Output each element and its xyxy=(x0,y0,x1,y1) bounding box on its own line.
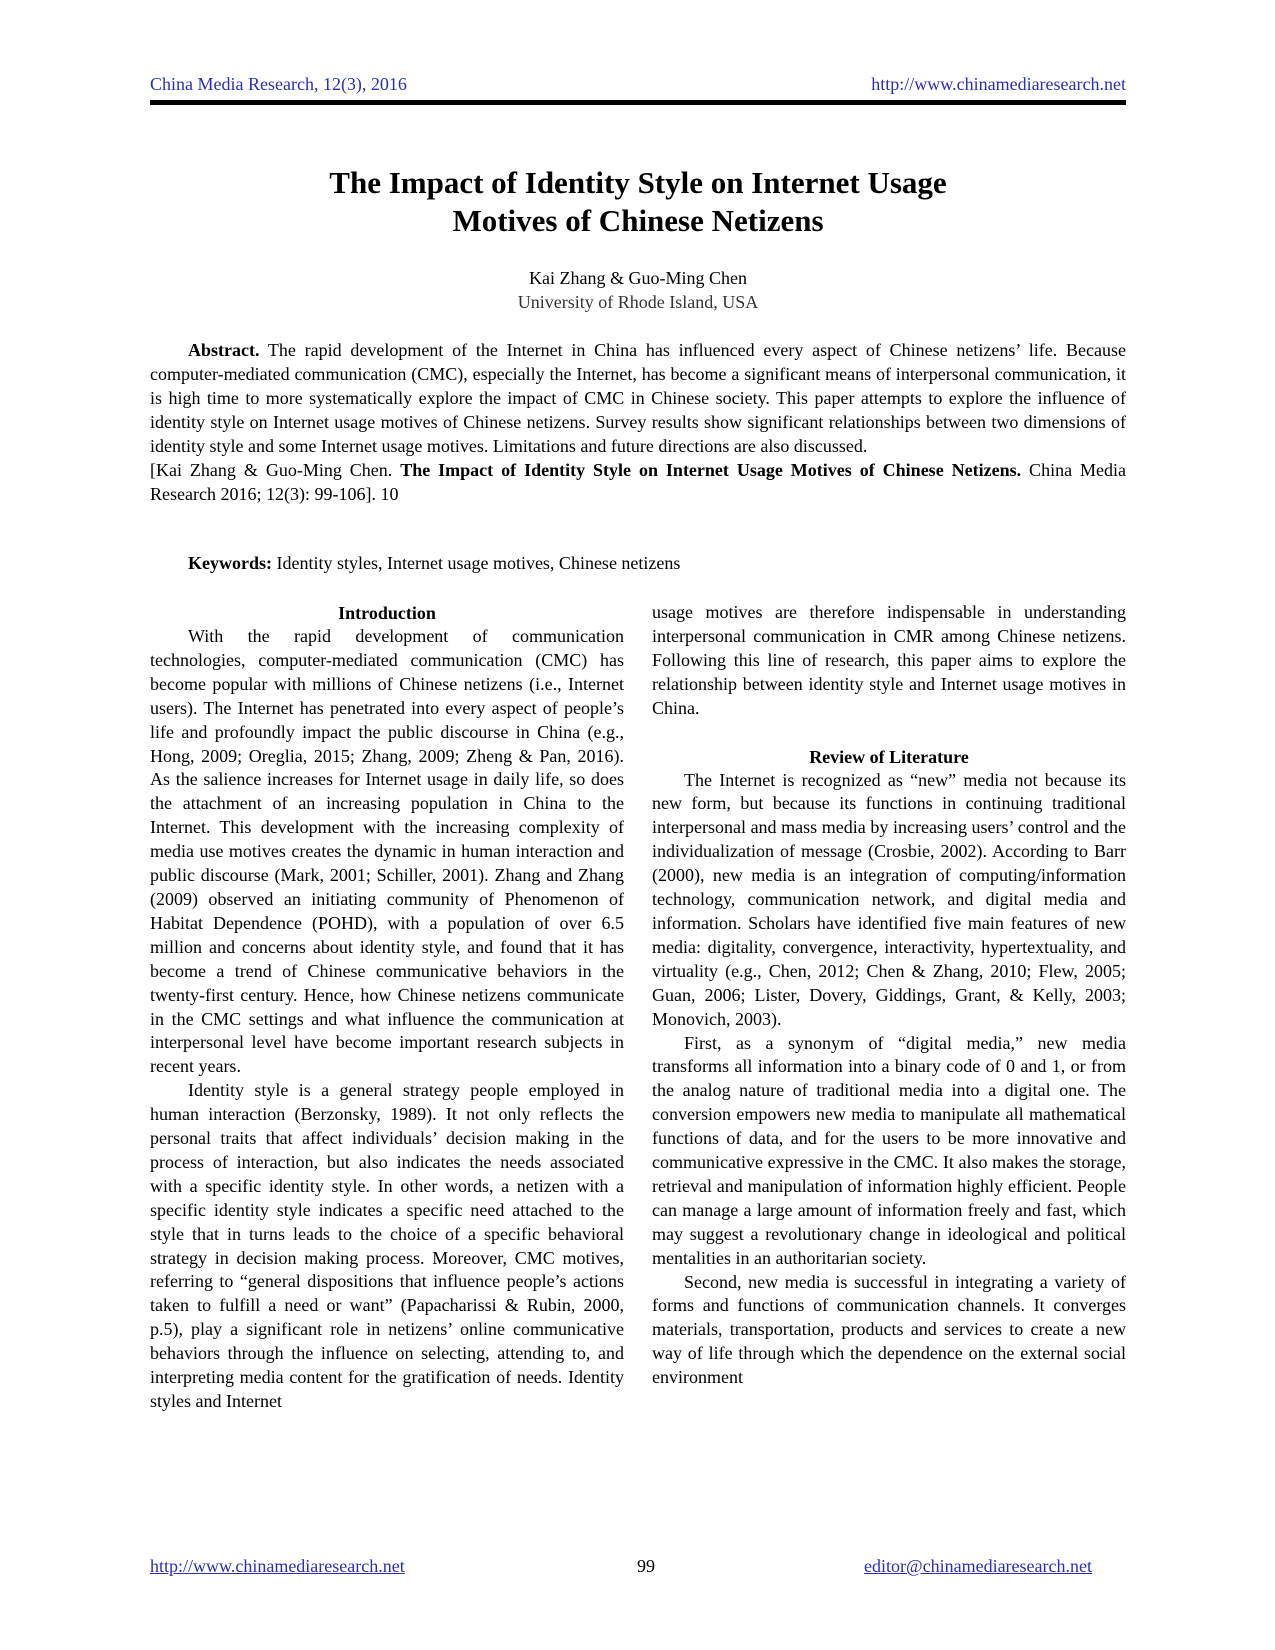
keywords-text: Identity styles, Internet usage motives, Chinese netizens xyxy=(272,553,681,573)
footer-email-link[interactable]: editor@chinamediaresearch.net xyxy=(864,1556,1092,1576)
journal-citation: China Media Research, 12(3), 2016 xyxy=(150,74,407,94)
keywords xyxy=(150,551,1126,575)
paragraph: First, as a synonym of “digital media,” new media transforms all information into a binary code of 0 and 1, or from the analog nature of traditional media into a digital one. The conversion empowers new media to manipulate all mathematical functions of data, and for the users to be more innovative and communicative expressive in the CMC. It also makes the storage, retrieval and manipulation of information highly efficient. People can manage a large amount of information freely and fast, which may suggest a revolutionary change in ideological and political mentalities in an authoritarian society. xyxy=(652,1032,1126,1268)
running-header xyxy=(150,74,1126,98)
header-rule xyxy=(150,100,1126,105)
footer-url-link[interactable]: http://www.chinamediaresearch.net xyxy=(150,1556,405,1576)
paragraph: usage motives are therefore indispensable in understanding interpersonal communication in CMR among Chinese netizens. Following this line of research, this paper aims to explore the relationship between identity style and Internet usage motives in China. xyxy=(652,602,1126,718)
section-heading-review: Review of Literature xyxy=(809,746,969,767)
paper-title xyxy=(150,164,1126,240)
abstract-label: Abstract. xyxy=(188,340,260,360)
paragraph: Identity style is a general strategy people employed in human interaction (Berzonsky, 1989). It not only reflects the personal traits that affect individuals’ decision making in the process of interaction, but also indicates the needs associated with a specific identity style. In other words, a netizen with a specific identity style indicates a specific need attached to the style that in turns leads to the choice of a specific behavioral strategy in decision making process. Moreover, CMC motives, referring to “general dispositions that influence people’s actions taken to fulfill a need or want” (Papacharissi & Rubin, 2000, p.5), play a significant role in netizens’ online communicative behaviors through the influence on selecting, attending to, and interpreting media content for the gratification of needs. Identity styles and Internet xyxy=(150,1080,624,1411)
title-line-2: Motives of Chinese Netizens xyxy=(452,203,824,238)
page-number: 99 xyxy=(637,1556,655,1576)
abstract-text: The rapid development of the Internet in China has influenced every aspect of Chinese netizens’ life. Because computer-mediated communication (CMC), especially the Internet, has become a significant means of interpersonal communication, it is high time to more systematically explore the impact of CMC in Chinese society. This paper attempts to explore the influence of identity style on Internet usage motives of Chinese netizens. Survey results show significant relationships between two dimensions of identity style and some Internet usage motives. Limitations and future directions are also discussed. xyxy=(150,340,1126,456)
citation-title: The Impact of Identity Style on Internet Usage Motives of Chinese Netizens. xyxy=(400,460,1022,480)
right-column xyxy=(652,601,1126,1390)
page-footer xyxy=(150,1556,1126,1580)
author-block xyxy=(150,266,1126,314)
paragraph: Second, new media is successful in integrating a variety of forms and functions of communication channels. It converges materials, transportation, products and services to create a new way of life through which the dependence on the external social environment xyxy=(652,1271,1126,1388)
citation-suffix: China Media Research 2016; 12(3): 99-106]. 10 xyxy=(150,460,1126,504)
paragraph: With the rapid development of communication technologies, computer-mediated communication (CMC) has become popular with millions of Chinese netizens (i.e., Internet users). The Internet has penetrated into every aspect of people’s life and profoundly impact the public discourse in China (e.g., Hong, 2009; Oreglia, 2015; Zhang, 2009; Zheng & Pan, 2016). As the salience increases for Internet usage in daily life, so does the attachment of an increasing population in China to the Internet. This development with the increasing complexity of media use motives creates the dynamic in human interaction and public discourse (Mark, 2001; Schiller, 2001). Zhang and Zhang (2009) observed an initiating community of Phenomenon of Habitat Dependence (POHD), with a population of over 6.5 million and concerns about identity style, and found that it has become a trend of Chinese communicative behaviors in the twenty-first century. Hence, how Chinese netizens communicate in the CMC settings and what influence the communication at interpersonal level have become important research subjects in recent years. xyxy=(150,626,624,1077)
paragraph: The Internet is recognized as “new” media not because its new form, but because its functions in continuing traditional interpersonal and mass media by increasing users’ control and the individualization of message (Crosbie, 2002). According to Barr (2000), new media is an integration of computing/information technology, communication network, and digital media and information. Scholars have identified five main features of new media: digitality, convergence, interactivity, hypertextuality, and virtuality (e.g., Chen, 2012; Chen & Zhang, 2010; Flew, 2005; Guan, 2006; Lister, Dovery, Giddings, Grant, & Kelly, 2003; Monovich, 2003). xyxy=(652,769,1126,1029)
title-line-1: The Impact of Identity Style on Internet Usage xyxy=(329,165,947,200)
author-names: Kai Zhang & Guo-Ming Chen xyxy=(529,268,747,288)
journal-url[interactable]: http://www.chinamediaresearch.net xyxy=(871,74,1126,94)
spacer xyxy=(652,721,1126,745)
affiliation: University of Rhode Island, USA xyxy=(517,292,759,312)
keywords-label: Keywords: xyxy=(188,553,272,573)
citation-prefix: [Kai Zhang & Guo-Ming Chen. xyxy=(150,460,401,480)
abstract xyxy=(150,338,1126,506)
section-heading-introduction: Introduction xyxy=(338,603,436,623)
left-column xyxy=(150,601,624,1414)
